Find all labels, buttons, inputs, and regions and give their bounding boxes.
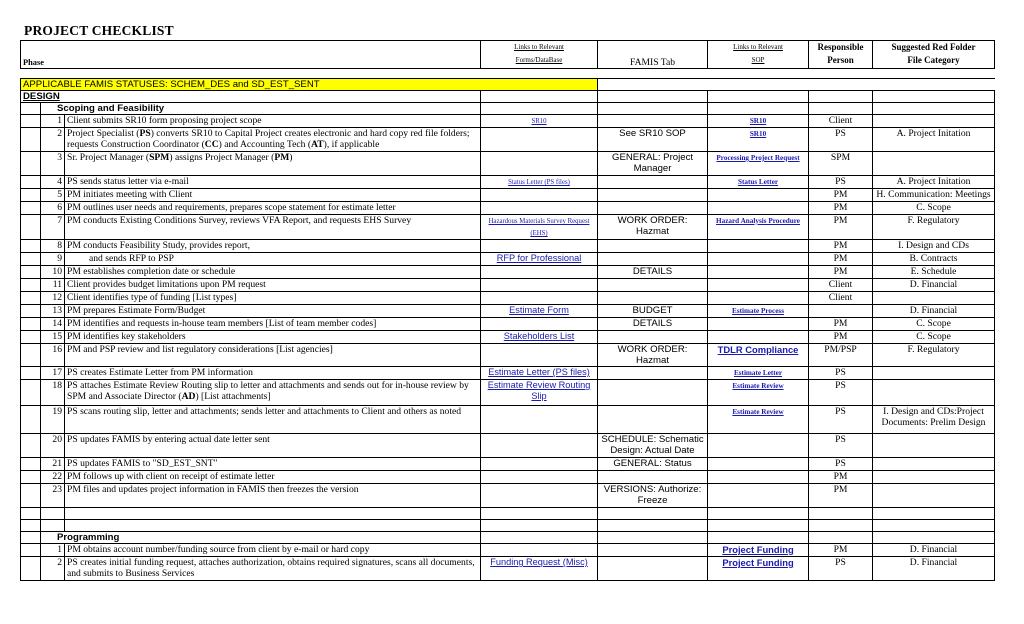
famis-tab xyxy=(598,292,708,305)
checklist-row xyxy=(21,215,995,240)
responsible-person: SPM xyxy=(809,152,873,176)
sop-link xyxy=(708,331,809,344)
famis-tab: GENERAL: Status xyxy=(598,458,708,471)
sop-link-text[interactable]: Processing Project Request xyxy=(716,154,800,162)
file-category: D. Financial xyxy=(873,557,995,581)
file-category: B. Contracts xyxy=(873,253,995,266)
checklist-row xyxy=(21,544,995,557)
form-link-text[interactable]: Hazardous Materials Survey Request (EHS) xyxy=(488,218,590,237)
responsible-person: PM xyxy=(809,240,873,253)
famis-tab: DETAILS xyxy=(598,266,708,279)
form-link xyxy=(481,471,598,484)
checklist-row xyxy=(21,434,995,458)
famis-tab: WORK ORDER: Hazmat xyxy=(598,215,708,240)
responsible-person: PS xyxy=(809,367,873,380)
row-indent xyxy=(21,266,41,279)
row-number: 8 xyxy=(41,240,65,253)
row-number: 23 xyxy=(41,484,65,508)
responsible-person: PS xyxy=(809,128,873,152)
links-sop-header: Links to Relevant SOP xyxy=(708,41,809,69)
responsible-person: PM xyxy=(809,471,873,484)
row-number: 1 xyxy=(41,544,65,557)
task-description: Client provides budget limitations upon PM request xyxy=(65,279,481,292)
page-title: PROJECT CHECKLIST xyxy=(24,23,174,38)
form-link xyxy=(481,367,598,380)
task-description: PS updates FAMIS by entering actual date letter sent xyxy=(65,434,481,458)
famis-tab xyxy=(598,406,708,434)
famis-tab: WORK ORDER: Hazmat xyxy=(598,344,708,367)
design-row xyxy=(21,91,995,103)
famis-tab xyxy=(598,240,708,253)
file-category xyxy=(873,380,995,406)
section-header-scoping xyxy=(21,103,995,115)
row-indent xyxy=(21,189,41,202)
famis-tab-header: FAMIS Tab xyxy=(598,41,708,69)
sop-link xyxy=(708,240,809,253)
checklist-row xyxy=(21,189,995,202)
sop-link xyxy=(708,367,809,380)
form-link xyxy=(481,331,598,344)
row-indent xyxy=(21,331,41,344)
form-link-text[interactable]: Funding Request (Misc) xyxy=(490,557,588,567)
row-indent xyxy=(21,176,41,189)
row-number: 1 xyxy=(41,115,65,128)
row-indent xyxy=(21,152,41,176)
task-description: PM initiates meeting with Client xyxy=(65,189,481,202)
famis-tab xyxy=(598,471,708,484)
form-link xyxy=(481,176,598,189)
row-indent xyxy=(21,279,41,292)
row-indent xyxy=(21,128,41,152)
sop-link xyxy=(708,115,809,128)
row-number: 22 xyxy=(41,471,65,484)
file-category: H. Communication: Meetings xyxy=(873,189,995,202)
task-description: PS attaches Estimate Review Routing slip to letter and attachments and sends out for in-house review by SPM and Associate Director (AD) [List attachments] xyxy=(65,380,481,406)
sop-link xyxy=(708,305,809,318)
task-description: PM identifies and requests in-house team members [List of team member codes] xyxy=(65,318,481,331)
checklist-row xyxy=(21,344,995,367)
section-label: Scoping and Feasibility xyxy=(41,103,481,115)
checklist-row xyxy=(21,331,995,344)
task-description: PS creates initial funding request, attaches authorization, obtains required signatures, scans all documents, and submits to Business Services xyxy=(65,557,481,581)
sop-link-text[interactable]: SR10 xyxy=(749,130,767,138)
section-label: Programming xyxy=(41,532,481,544)
checklist-table xyxy=(20,40,995,581)
responsible-person: PM xyxy=(809,266,873,279)
file-category: F. Regulatory xyxy=(873,215,995,240)
row-indent xyxy=(21,253,41,266)
checklist-row xyxy=(21,279,995,292)
row-indent xyxy=(21,240,41,253)
form-link xyxy=(481,557,598,581)
sop-link xyxy=(708,380,809,406)
responsible-person: PS xyxy=(809,406,873,434)
famis-tab xyxy=(598,331,708,344)
sop-link-text[interactable]: Estimate Review xyxy=(732,382,784,390)
responsible-person: PS xyxy=(809,434,873,458)
form-link-text[interactable]: Estimate Letter (PS files) xyxy=(488,367,590,377)
task-description: PM prepares Estimate Form/Budget xyxy=(65,305,481,318)
file-category: C. Scope xyxy=(873,318,995,331)
row-indent xyxy=(21,380,41,406)
row-number: 21 xyxy=(41,458,65,471)
form-link xyxy=(481,458,598,471)
sop-link xyxy=(708,344,809,367)
blank-row xyxy=(21,508,995,520)
checklist-row xyxy=(21,406,995,434)
form-link xyxy=(481,128,598,152)
famis-tab xyxy=(598,367,708,380)
file-category: I. Design and CDs:Project Documents: Prelim Design xyxy=(873,406,995,434)
famis-tab xyxy=(598,544,708,557)
checklist-row xyxy=(21,471,995,484)
sop-link xyxy=(708,292,809,305)
row-indent xyxy=(21,344,41,367)
folder-header: Suggested Red Folder File Category xyxy=(873,41,995,69)
form-link xyxy=(481,318,598,331)
task-description: and sends RFP to PSP xyxy=(65,253,481,266)
design-label: DESIGN xyxy=(21,91,481,103)
row-indent xyxy=(21,434,41,458)
file-category: D. Financial xyxy=(873,305,995,318)
famis-tab xyxy=(598,557,708,581)
responsible-person: PM xyxy=(809,189,873,202)
sop-link-text[interactable]: Estimate Review xyxy=(732,408,784,416)
row-indent xyxy=(21,458,41,471)
sop-link xyxy=(708,279,809,292)
checklist-row xyxy=(21,202,995,215)
sop-link xyxy=(708,544,809,557)
sop-link xyxy=(708,266,809,279)
task-description: PS updates FAMIS to "SD_EST_SNT" xyxy=(65,458,481,471)
form-link xyxy=(481,406,598,434)
form-link xyxy=(481,292,598,305)
task-description: PS sends status letter via e-mail xyxy=(65,176,481,189)
checklist-row xyxy=(21,292,995,305)
famis-tab xyxy=(598,115,708,128)
checklist-row xyxy=(21,115,995,128)
task-description: Sr. Project Manager (SPM) assigns Project Manager (PM) xyxy=(65,152,481,176)
famis-tab xyxy=(598,202,708,215)
row-number: 10 xyxy=(41,266,65,279)
sop-link-text[interactable]: Hazard Analysis Procedure xyxy=(716,217,801,225)
file-category xyxy=(873,458,995,471)
task-description: PM follows up with client on receipt of estimate letter xyxy=(65,471,481,484)
row-indent xyxy=(21,292,41,305)
famis-tab xyxy=(598,176,708,189)
sop-link-text[interactable]: Estimate Process xyxy=(732,307,784,315)
form-link xyxy=(481,305,598,318)
checklist-row xyxy=(21,458,995,471)
sop-link xyxy=(708,484,809,508)
task-description: Client submits SR10 form proposing project scope xyxy=(65,115,481,128)
task-description: PS scans routing slip, letter and attachments; sends letter and attachments to Client and others as noted xyxy=(65,406,481,434)
form-link xyxy=(481,189,598,202)
sop-link xyxy=(708,189,809,202)
row-number: 11 xyxy=(41,279,65,292)
row-indent xyxy=(21,305,41,318)
responsible-person: PS xyxy=(809,458,873,471)
responsible-person: PM xyxy=(809,544,873,557)
sop-link-text[interactable]: Project Funding xyxy=(722,544,794,555)
row-number: 9 xyxy=(41,253,65,266)
form-link-text[interactable]: Estimate Review Routing Slip xyxy=(487,380,591,401)
responsible-person: Client xyxy=(809,279,873,292)
form-link xyxy=(481,380,598,406)
row-number: 14 xyxy=(41,318,65,331)
row-number: 6 xyxy=(41,202,65,215)
sop-link xyxy=(708,434,809,458)
responsible-person: PM/PSP xyxy=(809,344,873,367)
task-description: PM files and updates project information in FAMIS then freezes the version xyxy=(65,484,481,508)
responsible-person: PM xyxy=(809,202,873,215)
file-category: E. Schedule xyxy=(873,266,995,279)
row-number: 13 xyxy=(41,305,65,318)
form-link-text[interactable]: Stakeholders List xyxy=(503,331,575,341)
form-link xyxy=(481,240,598,253)
row-indent xyxy=(21,367,41,380)
sop-link xyxy=(708,202,809,215)
checklist-row xyxy=(21,484,995,508)
form-link xyxy=(481,544,598,557)
famis-tab: SCHEDULE: Schematic Design: Actual Date xyxy=(598,434,708,458)
sop-link xyxy=(708,176,809,189)
file-category: D. Financial xyxy=(873,544,995,557)
task-description: PM outlines user needs and requirements, prepares scope statement for estimate letter xyxy=(65,202,481,215)
file-category: C. Scope xyxy=(873,331,995,344)
status-banner: APPLICABLE FAMIS STATUSES: SCHEM_DES and SD_EST_SENT xyxy=(21,79,598,91)
file-category xyxy=(873,115,995,128)
file-category: I. Design and CDs xyxy=(873,240,995,253)
spacer-row xyxy=(21,69,995,79)
task-description: PM establishes completion date or schedule xyxy=(65,266,481,279)
form-link-text[interactable]: SR10 xyxy=(531,118,547,125)
form-link xyxy=(481,344,598,367)
row-number: 12 xyxy=(41,292,65,305)
famis-tab xyxy=(598,279,708,292)
sop-link xyxy=(708,318,809,331)
checklist-row xyxy=(21,305,995,318)
file-category: F. Regulatory xyxy=(873,344,995,367)
row-indent xyxy=(21,202,41,215)
links-forms-header: Links to Relevant Forms/DataBase xyxy=(481,41,598,69)
form-link xyxy=(481,202,598,215)
responsible-header: Responsible Person xyxy=(809,41,873,69)
responsible-person xyxy=(809,305,873,318)
sop-link-text[interactable]: Project Funding xyxy=(722,557,794,568)
checklist-row xyxy=(21,253,995,266)
sop-link xyxy=(708,152,809,176)
header-row xyxy=(21,41,995,69)
checklist-row xyxy=(21,266,995,279)
row-number: 2 xyxy=(41,128,65,152)
row-number: 2 xyxy=(41,557,65,581)
checklist-row xyxy=(21,318,995,331)
form-link xyxy=(481,484,598,508)
row-number: 18 xyxy=(41,380,65,406)
famis-tab xyxy=(598,380,708,406)
responsible-person: Client xyxy=(809,292,873,305)
row-number: 19 xyxy=(41,406,65,434)
checklist-row xyxy=(21,176,995,189)
responsible-person: Client xyxy=(809,115,873,128)
file-category xyxy=(873,152,995,176)
task-description: Client identifies type of funding [List types] xyxy=(65,292,481,305)
sop-link xyxy=(708,458,809,471)
row-indent xyxy=(21,215,41,240)
form-link xyxy=(481,115,598,128)
famis-tab: DETAILS xyxy=(598,318,708,331)
task-description: PM conducts Feasibility Study, provides report, xyxy=(65,240,481,253)
file-category xyxy=(873,484,995,508)
responsible-person: PS xyxy=(809,557,873,581)
sop-link-text[interactable]: SR10 xyxy=(749,117,767,125)
file-category: A. Project Initation xyxy=(873,128,995,152)
row-indent xyxy=(21,318,41,331)
file-category xyxy=(873,292,995,305)
row-number: 17 xyxy=(41,367,65,380)
file-category: D. Financial xyxy=(873,279,995,292)
sop-link-text[interactable]: TDLR Compliance xyxy=(717,344,799,355)
checklist-row xyxy=(21,128,995,152)
checklist-row xyxy=(21,367,995,380)
file-category xyxy=(873,434,995,458)
famis-tab: VERSIONS: Authorize: Freeze xyxy=(598,484,708,508)
task-description: PM obtains account number/funding source from client by e-mail or hard copy xyxy=(65,544,481,557)
form-link-text[interactable]: Status Letter (PS files) xyxy=(508,179,570,186)
row-number: 20 xyxy=(41,434,65,458)
responsible-person: PS xyxy=(809,380,873,406)
form-link xyxy=(481,266,598,279)
responsible-person: PM xyxy=(809,484,873,508)
file-category xyxy=(873,471,995,484)
form-link xyxy=(481,215,598,240)
file-category: A. Project Initation xyxy=(873,176,995,189)
responsible-person: PM xyxy=(809,331,873,344)
row-indent xyxy=(21,406,41,434)
row-number: 3 xyxy=(41,152,65,176)
famis-tab: GENERAL: Project Manager xyxy=(598,152,708,176)
row-number: 15 xyxy=(41,331,65,344)
task-description: PS creates Estimate Letter from PM information xyxy=(65,367,481,380)
row-number: 5 xyxy=(41,189,65,202)
task-description: PM conducts Existing Conditions Survey, reviews VFA Report, and requests EHS Survey xyxy=(65,215,481,240)
row-indent xyxy=(21,484,41,508)
famis-tab xyxy=(598,253,708,266)
section-header-programming xyxy=(21,532,995,544)
row-number: 4 xyxy=(41,176,65,189)
responsible-person: PM xyxy=(809,318,873,331)
task-description: Project Specialist (PS) converts SR10 to Capital Project creates electronic and hard copy red file folders; requests Construction Coordinator (CC) and Accounting Tech (AT), if applicable xyxy=(65,128,481,152)
row-indent xyxy=(21,471,41,484)
sop-link xyxy=(708,215,809,240)
form-link xyxy=(481,152,598,176)
responsible-person: PS xyxy=(809,176,873,189)
sop-link xyxy=(708,471,809,484)
form-link xyxy=(481,253,598,266)
sop-link-text[interactable]: Status Letter xyxy=(737,178,779,186)
sop-link xyxy=(708,406,809,434)
file-category xyxy=(873,367,995,380)
famis-tab: See SR10 SOP xyxy=(598,128,708,152)
famis-tab xyxy=(598,189,708,202)
phase-header: Phase xyxy=(21,41,481,69)
form-link-text[interactable]: RFP for Professional xyxy=(496,253,582,263)
sop-link xyxy=(708,128,809,152)
row-indent xyxy=(21,557,41,581)
form-link xyxy=(481,434,598,458)
responsible-person: PM xyxy=(809,215,873,240)
responsible-person: PM xyxy=(809,253,873,266)
row-indent xyxy=(21,115,41,128)
checklist-row xyxy=(21,557,995,581)
status-row xyxy=(21,79,995,91)
task-description: PM identifies key stakeholders xyxy=(65,331,481,344)
checklist-row xyxy=(21,240,995,253)
form-link-text[interactable]: Estimate Form xyxy=(509,305,569,315)
checklist-row xyxy=(21,152,995,176)
blank-row xyxy=(21,520,995,532)
form-link xyxy=(481,279,598,292)
row-indent xyxy=(21,544,41,557)
row-number: 16 xyxy=(41,344,65,367)
sop-link-text[interactable]: Estimate Letter xyxy=(733,369,783,377)
row-number: 7 xyxy=(41,215,65,240)
file-category: C. Scope xyxy=(873,202,995,215)
sop-link xyxy=(708,253,809,266)
checklist-row xyxy=(21,380,995,406)
task-description: PM and PSP review and list regulatory considerations [List agencies] xyxy=(65,344,481,367)
sop-link xyxy=(708,557,809,581)
famis-tab: BUDGET xyxy=(598,305,708,318)
